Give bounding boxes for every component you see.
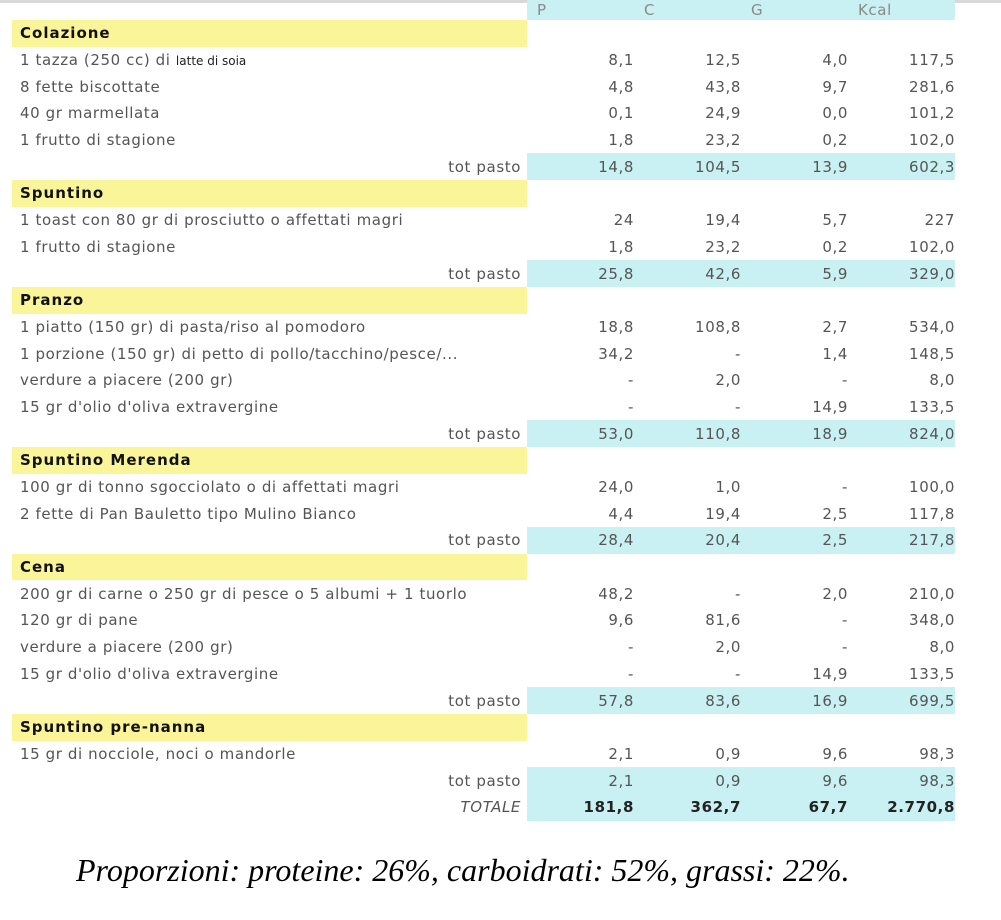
total-kcal: 329,0 (848, 260, 955, 287)
proportions-footer: Proporzioni: proteine: 26%, carboidrati: 52%, grassi: 22%. (76, 852, 850, 888)
total-kcal: 824,0 (848, 420, 955, 447)
value-g: 9,7 (822, 77, 848, 96)
empty-cell (741, 20, 848, 47)
value-g: 0,2 (822, 131, 848, 150)
value-kcal: 117,8 (909, 504, 955, 523)
value-c: 2,0 (715, 638, 741, 657)
item-description-text: 40 gr marmellata (20, 104, 161, 123)
table-row (12, 207, 955, 234)
total-kcal: 217,8 (848, 527, 955, 554)
item-description (12, 580, 527, 607)
value-g: 0,0 (822, 104, 848, 123)
value-g: 0,2 (822, 237, 848, 256)
grand-total-c: 362,7 (634, 794, 741, 821)
value-kcal: 117,5 (909, 51, 955, 70)
empty-cell (527, 20, 634, 47)
meal-total-label: tot pasto (448, 157, 521, 176)
empty-cell (848, 447, 955, 474)
meal-total-row (12, 260, 955, 287)
item-description-text: verdure a piacere (200 gr) (20, 638, 234, 657)
item-description-text: verdure a piacere (200 gr) (20, 371, 234, 390)
value-kcal: 227 (924, 211, 955, 230)
total-kcal: 98,3 (848, 767, 955, 794)
table-row (12, 100, 955, 127)
total-g: 2,5 (741, 527, 848, 554)
value-c: 12,5 (705, 51, 741, 70)
value-p: - (627, 664, 634, 683)
empty-cell (634, 714, 741, 741)
value-g: - (841, 478, 848, 497)
total-c: 110,8 (634, 420, 741, 447)
value-c: - (734, 397, 741, 416)
value-c: 0,9 (715, 744, 741, 763)
item-description (12, 73, 527, 100)
empty-cell (741, 554, 848, 581)
empty-cell (527, 554, 634, 581)
total-kcal: 602,3 (848, 153, 955, 180)
table-row (12, 607, 955, 634)
value-kcal: 348,0 (909, 611, 955, 630)
item-description (12, 367, 527, 394)
diet-table-body (12, 0, 955, 821)
column-header-kcal: Kcal (848, 0, 955, 20)
value-c: - (734, 344, 741, 363)
value-kcal: 102,0 (909, 131, 955, 150)
item-description (12, 394, 527, 421)
total-g: 9,6 (741, 767, 848, 794)
item-description-text: 1 porzione (150 gr) di petto di pollo/tacchino/pesce/... (20, 344, 459, 363)
meal-total-label: tot pasto (448, 771, 521, 790)
empty-cell (634, 287, 741, 314)
total-p: 2,1 (527, 767, 634, 794)
item-description-text: 1 tazza (250 cc) di (20, 51, 171, 70)
value-c: 2,0 (715, 371, 741, 390)
item-description (12, 741, 527, 768)
item-description-text: 15 gr d'olio d'oliva extravergine (20, 397, 279, 416)
table-row (12, 127, 955, 154)
value-kcal: 98,3 (919, 744, 955, 763)
meal-total-label: tot pasto (448, 264, 521, 283)
total-p: 57,8 (527, 687, 634, 714)
column-header-p: P (527, 0, 634, 20)
value-p: 1,8 (608, 237, 634, 256)
value-kcal: 133,5 (909, 664, 955, 683)
grand-total-kcal: 2.770,8 (848, 794, 955, 821)
value-kcal: 8,0 (929, 371, 955, 390)
empty-cell (527, 287, 634, 314)
table-row (12, 500, 955, 527)
empty-cell (848, 554, 955, 581)
empty-cell (741, 447, 848, 474)
total-g: 5,9 (741, 260, 848, 287)
value-g: 14,9 (812, 397, 848, 416)
section-header (12, 180, 955, 207)
total-c: 42,6 (634, 260, 741, 287)
table-row (12, 661, 955, 688)
item-description (12, 661, 527, 688)
section-header (12, 287, 955, 314)
column-header-row (12, 0, 955, 20)
value-p: 24,0 (598, 478, 634, 497)
item-description-text: 1 frutto di stagione (20, 131, 176, 150)
section-title: Cena (12, 554, 527, 581)
empty-cell (527, 447, 634, 474)
value-p: 4,8 (608, 77, 634, 96)
item-description (12, 207, 527, 234)
value-p: 18,8 (598, 317, 634, 336)
column-header-c: C (634, 0, 741, 20)
section-title: Colazione (12, 20, 527, 47)
value-p: - (627, 371, 634, 390)
meal-total-row (12, 153, 955, 180)
empty-cell (527, 180, 634, 207)
value-p: - (627, 397, 634, 416)
value-g: 2,0 (822, 584, 848, 603)
total-c: 104,5 (634, 153, 741, 180)
meal-total-row (12, 420, 955, 447)
table-row (12, 73, 955, 100)
table-row (12, 634, 955, 661)
item-description-tail: latte di soia (175, 54, 247, 69)
item-description-text: 15 gr d'olio d'oliva extravergine (20, 664, 279, 683)
total-kcal: 699,5 (848, 687, 955, 714)
section-header (12, 714, 955, 741)
total-p: 53,0 (527, 420, 634, 447)
meal-total-label: tot pasto (448, 691, 521, 710)
total-c: 0,9 (634, 767, 741, 794)
section-title: Pranzo (12, 287, 527, 314)
value-kcal: 133,5 (909, 397, 955, 416)
item-description (12, 314, 527, 341)
empty-cell (634, 180, 741, 207)
value-p: 1,8 (608, 131, 634, 150)
value-c: - (734, 584, 741, 603)
item-description-text: 15 gr di nocciole, noci o mandorle (20, 744, 297, 763)
table-row (12, 741, 955, 768)
meal-total-row (12, 767, 955, 794)
table-row (12, 580, 955, 607)
total-g: 18,9 (741, 420, 848, 447)
total-c: 20,4 (634, 527, 741, 554)
column-header-g: G (741, 0, 848, 20)
value-c: 23,2 (705, 237, 741, 256)
empty-cell (848, 180, 955, 207)
value-kcal: 148,5 (909, 344, 955, 363)
value-g: - (841, 638, 848, 657)
item-description (12, 100, 527, 127)
value-p: 24 (613, 211, 634, 230)
table-row (12, 314, 955, 341)
item-description (12, 127, 527, 154)
value-g: 2,7 (822, 317, 848, 336)
item-description-text: 1 frutto di stagione (20, 237, 176, 256)
table-row (12, 234, 955, 261)
value-c: 108,8 (695, 317, 741, 336)
table-row (12, 394, 955, 421)
value-c: 23,2 (705, 131, 741, 150)
item-description-text: 1 toast con 80 gr di prosciutto o affettati magri (20, 211, 404, 230)
item-description-text: 100 gr di tonno sgocciolato o di affettati magri (20, 478, 400, 497)
empty-cell (741, 287, 848, 314)
value-kcal: 101,2 (909, 104, 955, 123)
empty-cell (634, 20, 741, 47)
value-c: 43,8 (705, 77, 741, 96)
value-g: 4,0 (822, 51, 848, 70)
total-g: 13,9 (741, 153, 848, 180)
value-g: 1,4 (822, 344, 848, 363)
item-description-text: 120 gr di pane (20, 611, 139, 630)
empty-cell (527, 714, 634, 741)
value-c: 81,6 (705, 611, 741, 630)
value-p: - (627, 638, 634, 657)
grand-total-label: TOTALE (460, 798, 521, 817)
section-header (12, 447, 955, 474)
table-row (12, 47, 955, 74)
item-description-text: 8 fette biscottate (20, 77, 161, 96)
grand-total-p: 181,8 (527, 794, 634, 821)
item-description (12, 340, 527, 367)
value-p: 9,6 (608, 611, 634, 630)
value-kcal: 281,6 (909, 77, 955, 96)
item-description (12, 474, 527, 501)
value-g: - (841, 611, 848, 630)
meal-total-row (12, 687, 955, 714)
value-p: 2,1 (608, 744, 634, 763)
meal-total-label: tot pasto (448, 424, 521, 443)
empty-cell (634, 447, 741, 474)
value-c: 1,0 (715, 478, 741, 497)
empty-cell (848, 20, 955, 47)
value-g: 2,5 (822, 504, 848, 523)
section-header (12, 20, 955, 47)
table-row (12, 340, 955, 367)
value-c: - (734, 664, 741, 683)
value-kcal: 102,0 (909, 237, 955, 256)
item-description (12, 47, 527, 74)
value-p: 48,2 (598, 584, 634, 603)
value-c: 19,4 (705, 504, 741, 523)
grand-total-g: 67,7 (741, 794, 848, 821)
value-g: - (841, 371, 848, 390)
value-kcal: 534,0 (909, 317, 955, 336)
item-description (12, 607, 527, 634)
item-description (12, 234, 527, 261)
value-g: 5,7 (822, 211, 848, 230)
total-p: 28,4 (527, 527, 634, 554)
empty-cell (634, 554, 741, 581)
value-p: 0,1 (608, 104, 634, 123)
empty-cell (848, 287, 955, 314)
value-g: 14,9 (812, 664, 848, 683)
value-kcal: 210,0 (909, 584, 955, 603)
section-title: Spuntino Merenda (12, 447, 527, 474)
value-p: 8,1 (608, 51, 634, 70)
total-p: 14,8 (527, 153, 634, 180)
total-c: 83,6 (634, 687, 741, 714)
value-g: 9,6 (822, 744, 848, 763)
table-row (12, 367, 955, 394)
empty-cell (848, 714, 955, 741)
value-c: 24,9 (705, 104, 741, 123)
total-g: 16,9 (741, 687, 848, 714)
item-description (12, 634, 527, 661)
table-row (12, 474, 955, 501)
diet-table (12, 0, 955, 821)
section-title: Spuntino (12, 180, 527, 207)
item-description-text: 2 fette di Pan Bauletto tipo Mulino Bianco (20, 504, 357, 523)
empty-cell (741, 714, 848, 741)
section-header (12, 554, 955, 581)
meal-total-label: tot pasto (448, 531, 521, 550)
value-kcal: 8,0 (929, 638, 955, 657)
empty-cell (741, 180, 848, 207)
item-description (12, 500, 527, 527)
value-c: 19,4 (705, 211, 741, 230)
total-p: 25,8 (527, 260, 634, 287)
value-p: 4,4 (608, 504, 634, 523)
value-kcal: 100,0 (909, 478, 955, 497)
value-p: 34,2 (598, 344, 634, 363)
item-description-text: 1 piatto (150 gr) di pasta/riso al pomodoro (20, 317, 366, 336)
item-description-text: 200 gr di carne o 250 gr di pesce o 5 albumi + 1 tuorlo (20, 584, 468, 603)
section-title: Spuntino pre-nanna (12, 714, 527, 741)
meal-total-row (12, 527, 955, 554)
grand-total-row (12, 794, 955, 821)
